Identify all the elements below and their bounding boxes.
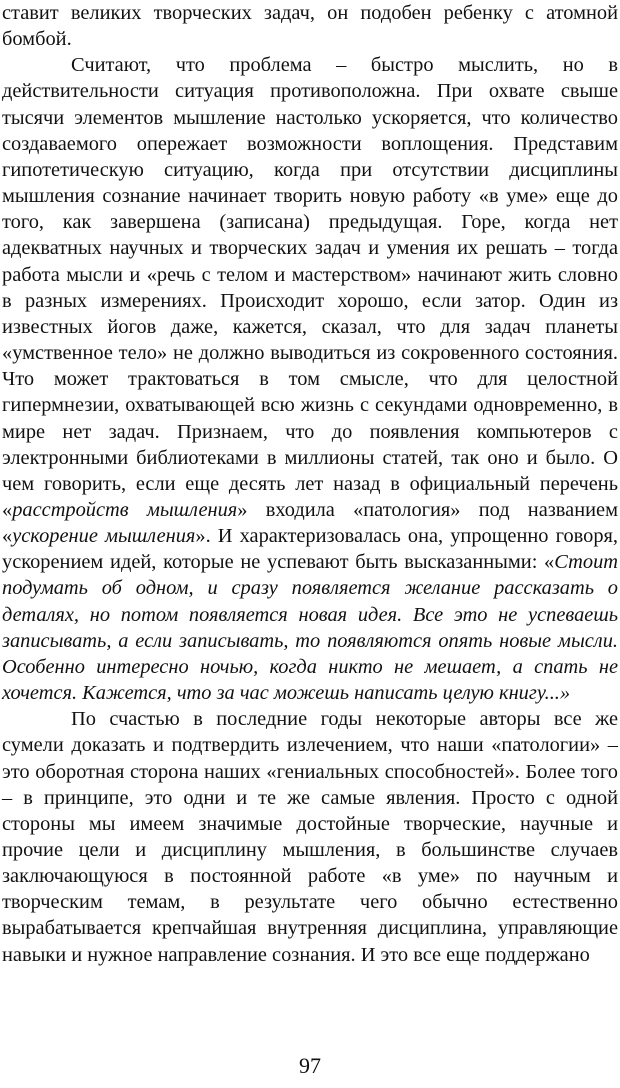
text-segment: » входила «патология» под названием «	[2, 498, 618, 548]
italic-text-segment: Стоит подумать об одном, и сразу появляется желание рассказать о деталях, но потом появляется новая идея. Все это не успеваешь записывать, а если записывать, то появляются опять новые мысли. Особенно интересно ночью, когда никто не мешает, а спать не хочется. Кажется, что за час можешь написать целую книгу...»	[2, 551, 618, 705]
text-segment: ». И характеризовалась она, упрощенно говоря, ускорением идей, которые не успевают быть высказанными: «	[2, 525, 618, 574]
text-segment: По счастью в последние годы некоторые авторы все же сумели доказать и подтвердить излечением, что наши «патологии» – это оборотная сторона наших «гениальных способностей». Более того – в принципе, это одни и те же самые явления. Просто с одной стороны мы имеем значимые достойные творческие, научные и прочие цели и дисциплину мышления, в большинстве случаев заключающуюся в постоянной работе «в уме» по научным и творческим темам, в результате чего обычно естественно вырабатывается крепчайшая внутренняя дисциплина, управляющие навыки и нужное направление сознания. И это все еще поддержано	[2, 708, 618, 966]
paragraph	[2, 706, 618, 968]
page-number: 97	[299, 1053, 321, 1078]
text-segment: ставит великих творческих задач, он подобен ребенку с атомной бомбой.	[2, 2, 618, 51]
body-text	[2, 0, 618, 968]
paragraph	[2, 52, 618, 706]
text-segment: Считают, что проблема – быстро мыслить, но в действительности ситуация противоположна. При охвате свыше тысячи элементов мышление настолько ускоряется, что количество создаваемого опережает возможности воплощения. Представим гипотетическую ситуацию, когда при отсутствии дисциплины мышления сознание начинает творить новую работу «в уме» еще до того, как завершена (записана) предыдущая. Горе, когда нет адекватных научных и творческих задач и умения их решать – тогда работа мысли и «речь с телом и мастерством» начинают жить словно в разных измерениях. Происходит хорошо, если затор. Один из известных йогов даже, кажется, сказал, что для задач планеты «умственное тело» не должно выводиться из сокровенного состояния. Что может трактоваться в том смысле, что для целостной гипермнезии, охватывающей всю жизнь с секундами одновременно, в мире нет задач. Признаем, что до появления компьютеров с электронными библиотеками в миллионы статей, так оно и было. О чем говорить, если еще десять лет назад в официальный перечень «	[2, 54, 618, 521]
italic-text-segment: расстройств мышления	[12, 498, 238, 521]
italic-text-segment: ускорение мышления	[12, 525, 196, 548]
paragraph	[2, 0, 618, 52]
